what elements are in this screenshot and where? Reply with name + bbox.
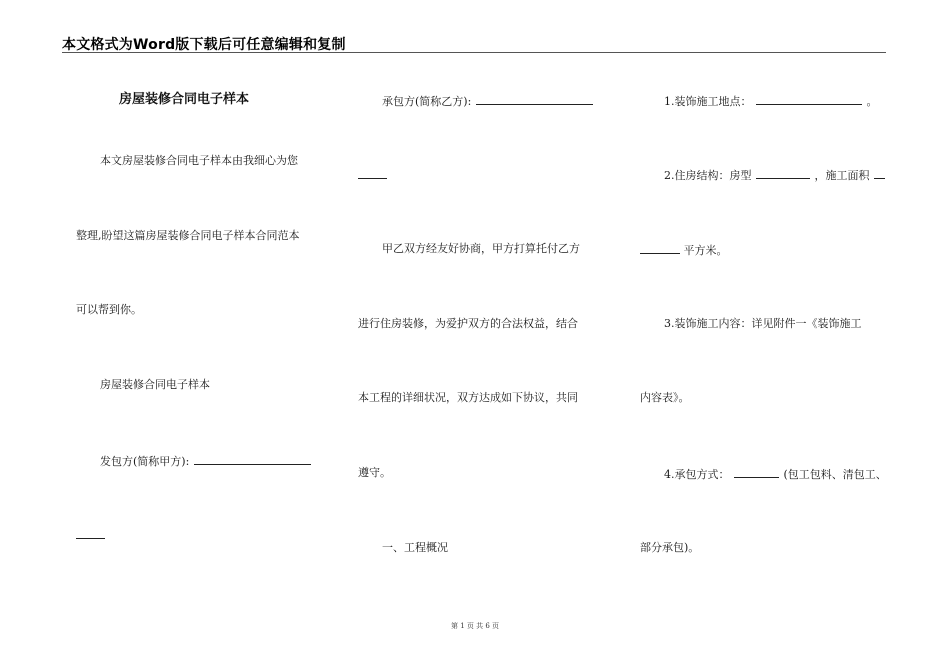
page-header-banner: 本文格式为Word版下载后可任意编辑和复制 <box>62 37 346 53</box>
item-2-line <box>664 167 886 183</box>
intro-line-1: 本文房屋装修合同电子样本由我细心为您 <box>100 154 298 167</box>
para-line-4: 遵守。 <box>358 466 391 479</box>
intro-line-3: 可以帮到你。 <box>76 303 142 316</box>
party-a-line <box>100 453 312 469</box>
item-4-rest: (包工包料、清包工、 <box>783 468 887 481</box>
party-a-blank-cont <box>76 527 105 543</box>
item-4-blank <box>734 466 779 478</box>
item-1-end: 。 <box>866 95 878 108</box>
para-line-2: 进行住房装修，为爱护双方的合法权益，结合 <box>358 317 578 330</box>
section-heading-1: 一、工程概况 <box>382 541 448 554</box>
party-b-blank-cont <box>358 167 387 183</box>
item-1-label: 1.装饰施工地点： <box>664 95 752 108</box>
item-1-blank <box>756 93 862 105</box>
item-2-room-blank <box>756 167 810 179</box>
subtitle: 房屋装修合同电子样本 <box>100 378 210 391</box>
party-a-label: 发包方(简称甲方): <box>100 455 190 468</box>
party-b-line <box>382 93 594 109</box>
header-rule <box>62 52 886 53</box>
item-4-line-2: 部分承包)。 <box>640 541 700 554</box>
item-3-line-2: 内容表》。 <box>640 391 690 404</box>
intro-line-2: 整理,盼望这篇房屋装修合同电子样本合同范本 <box>76 229 300 242</box>
page-footer: 第 1 页 共 6 页 <box>450 622 500 630</box>
item-3-line-1: 3.装饰施工内容：详见附件一《装饰施工 <box>664 317 862 330</box>
party-a-blank <box>194 453 311 465</box>
party-b-label: 承包方(简称乙方): <box>382 95 472 108</box>
document-title: 房屋装修合同电子样本 <box>119 92 250 107</box>
para-line-3: 本工程的详细状况，双方达成如下协议，共同 <box>358 391 578 404</box>
item-1-line <box>664 93 878 109</box>
para-line-1: 甲乙双方经友好协商，甲方打算托付乙方 <box>382 242 580 255</box>
item-2-mid: ，施工面积 <box>814 169 870 182</box>
item-2-line-2 <box>640 242 728 258</box>
item-4-label: 4.承包方式： <box>664 468 730 481</box>
item-4-line <box>664 466 887 482</box>
party-b-blank <box>476 93 593 105</box>
item-2-unit: 平方米。 <box>683 244 728 257</box>
item-2-label: 2.住房结构：房型 <box>664 169 752 182</box>
item-2-area-blank <box>874 167 885 179</box>
